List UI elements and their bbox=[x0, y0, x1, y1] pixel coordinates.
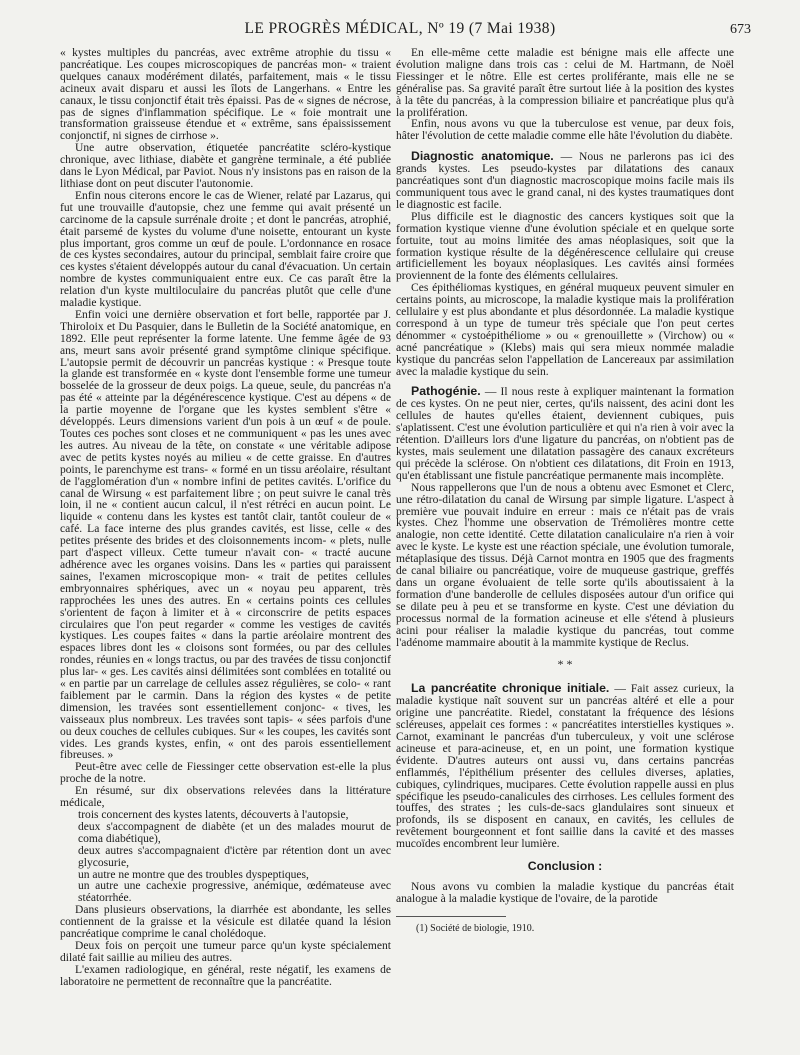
paragraph-paviot: Une autre observation, étiquetée pancréatite scléro-kystique chronique, avec lithiase, diabète et gangrène terminale, a été publiée dans le Lyon Médical, par Paviot. Nous n'y insistons pas en raison de la lithiase dont on peut discuter l'autonomie. bbox=[60, 142, 391, 190]
footnote: (1) Société de biologie, 1910. bbox=[416, 922, 535, 934]
footnote-rule bbox=[396, 916, 506, 917]
paragraph-pathogenie: Pathogénie. — Il nous reste à expliquer maintenant la formation de ces kystes. On ne peut nier, certes, qu'ils naissent, des acini dont les cellules de hautes qu'elles étaient, deviennent cubiques, puis s'aplatissent. C'est une évolution particulière et qui n'a rien à voir avec la rétention. D'ailleurs lors d'une ligature du pancréas, on n'obtient pas de kystes, mais seulement une dilatation passagère des canaux excréteurs qui précède la sclérose. On n'obtient ces dilatations, dit Froin en 1913, qu'en établissant une fistule pancréatique permanente mais incomplète. bbox=[396, 384, 734, 482]
paragraph-epitheliomas: Ces épithéliomas kystiques, en général muqueux peuvent simuler en certains points, au microscope, la maladie kystique mais la prolifération cellulaire y est plus abondante et plus désordonnée. La maladie kystique correspond à un type de tumeur très spéciale que l'on peut certes dénommer « cystoépithéliome » ou « grenouillette » (Virchow) ou « acné pancréatique » (Klebs) mais qui sera mieux nommée maladie kystique du pancréas selon l'appellation de Lancereaux par assimilation avec la maladie kystique du sein. bbox=[396, 282, 734, 378]
paragraph-thiroloix: Enfin voici une dernière observation et fort belle, rapportée par J. Thiroloix et Du Pasquier, dans le Bulletin de la Société anatomique, en 1892. Elle peut représenter la forme latente. Une femme âgée de 93 ans, meurt sans avoir présenté grand symptôme clinique spécifique. L'autopsie permit de découvrir un pancréas kystique : « Presque toute la glande est transformée en « kyste dont l'ensemble forme une tumeur bosselée de la grosseur de deux poigs. La queue, seule, du pancréas n'a pas été « atteinte par la dégénérescence kystique. C'est au dépens « de la partie moyenne de l'organe que les kystes semblent s'être « développés. Leurs dimensions varient d'un pois à un œuf « de poule. Toutes ces poches sont closes et ne communiquent « pas les unes avec les autres. Au niveau de la tête, on constate « une véritable adipose avec de petits kystes noyés au milieu « de cette graisse. En d'autres points, le parenchyme est trans- « formé en un tissu aréolaire, résultant de l'agglomération d'un « nombre infini de petites cavités. L'orifice du canal de Wirsung « est parfaitement libre ; on peut suivre le canal très loin, il ne « contient aucun calcul, il n'est rétréci en aucun point. Le liquide « contenu dans les kystes est tantôt clair, tantôt couleur de « café. La face interne des plus grandes cavités, est lisse, celle « des petites présente des brides et des cloisonnements incom- « plets, nulle part d'aspect villeux. Cette tumeur n'avait con- « tracté aucune adhérence avec les organes voisins. Dans les « parties qui paraissent saines, l'examen microscopique mon- « trait de petites cellules embryonnaires sphériques, avec un « noyau peu apparent, très rapprochées les unes des autres. En « certains points ces cellules s'orientent de façon à limiter et à « circonscrire de petits espaces circulaires que l'on peut regarder « comme les vestiges de cavités kystiques. Les coupes faites « dans la partie aréolaire montrent des espaces libres dont les « cloisons sont formées, ou par des cellules rondes, réunies en « longs tractus, ou par des travées de tissu conjonctif plus lar- « ges. Les cavités ainsi délimitées sont comblées en totalité ou « en partie par un carrelage de cellules assez régulières, se colo- « rant faiblement par le carmin. Dans la région des kystes « de petite dimension, les travées sont essentiellement conjonc- « tives, les vaisseaux plus nombreux. Les travées sont tapis- « sées parfois d'une ou deux couches de cellules cubiques. Sur « les coupes, les cavités sont vides. Les grands kystes, enfin, « ont des parois essentiellement fibreuses. » bbox=[60, 308, 391, 762]
list-item: trois concernent des kystes latents, découverts à l'autopsie, bbox=[78, 809, 349, 821]
page-header bbox=[0, 16, 800, 42]
paragraph-fiessinger: Peut-être avec celle de Fiessinger cette observation est-elle la plus proche de la notre. bbox=[60, 761, 391, 786]
paragraph-cancers: Plus difficile est le diagnostic des cancers kystiques soit que la formation kystique vienne d'une évolution spéciale et en quelque sorte fortuite, tout au moins limitée des amas néoplasiques, soit que la formation kystique résulte de la dégénérescence cellulaire qui creuse artificiellement les boyaux néoplasiques. Les cavités ainsi formées proviennent de la fonte des éléments cellulaires. bbox=[396, 210, 734, 283]
paragraph-wiener: Enfin nous citerons encore le cas de Wiener, relaté par Lazarus, qui fut une trouvaille d'autopsie, chez une femme qui avait présenté un carcinome de la capsule surrénale droite ; et dont le pancréas, atrophié, était parsemé de kystes du volume d'une noisette, entourant un kyste plus important, gros comme un œuf de poule. L'ordonnance en rosace de ces kystes secondaires, autour du principal, semblait faire croire que ces kystes s'étaient développés autour du canal d'évacuation. Un certain nombre de kystes communiquaient entre eux. Ce cas paraît être la relation d'un kyste multiloculaire du pancréas plutôt que celle d'une maladie kystique. bbox=[60, 189, 391, 310]
list-item: un autre une cachexie progressive, anémique, œdémateuse avec stéatorrhée. bbox=[78, 880, 391, 905]
section-heading-pathogenie: Pathogénie. bbox=[411, 384, 481, 399]
paragraph-tumeur: Deux fois on perçoit une tumeur parce qu'un kyste spécialement dilaté fait saillie au milieu des autres. bbox=[60, 939, 391, 964]
section-heading-pancreatite: La pancréatite chronique initiale. bbox=[411, 681, 610, 696]
paragraph-diarrhee: Dans plusieurs observations, la diarrhée est abondante, les selles contiennent de la graisse et la vésicule est dilatée quand la lésion pancréatique comprime le canal cholédoque. bbox=[60, 904, 391, 941]
paragraph-resume: En résumé, sur dix observations relevées dans la littérature médicale, bbox=[60, 785, 391, 810]
list-item: deux s'accompagnent de diabète (et un des malades mourut de coma diabétique), bbox=[78, 820, 391, 845]
section-heading-diagnostic: Diagnostic anatomique. bbox=[411, 149, 554, 164]
paragraph-conclusion: Nous avons vu combien la maladie kystique du pancréas était analogue à la maladie kystique de l'ovaire, de la parotide bbox=[396, 881, 734, 905]
paragraph-esmonet: Nous rappellerons que l'un de nous a obtenu avec Esmonet et Clerc, une rétro-dilatation du canal de Wirsung par simple ligature. L'aspect à première vue pouvait induire en erreur : mais ce n'était pas de vrais kystes. Chez l'homme une observation de Trémolières montre cette analogie, non cette identité. Cette dilatation canaliculaire n'a rien à voir avec le kyste. Le kyste est une réaction spéciale, une évolution tumorale, métaplasique des tissus. Déjà Carnot montra en 1905 que des fragments de canal biliaire ou pancréatique, voire de muqueuse gastrique, greffés dans un organe évoluaient de telle sorte qu'ils aboutissaient à la formation d'une banderolle de cellules disposées autour d'un orifice qui se dilate peu à peu et se transforme en kyste. C'est une déviation du processus normal de la formation acineuse et elle s'étend à plusieurs acini pour réaliser la maladie kystique du pancréas, tout comme l'adénome mammaire aboutit à la mammite kystique de Reclus. bbox=[396, 481, 734, 649]
paragraph-radiologie: L'examen radiologique, en général, reste négatif, les examens de laboratoire ne permettent de reconnaître que la pancréatite. bbox=[60, 963, 391, 988]
paragraph-diagnostic: Diagnostic anatomique. — Nous ne parlerons pas ici des grands kystes. Les pseudo-kystes par dilatations des canaux pancréatiques sont d'un diagnostic macroscopique moins facile mais ils communiquent tous avec le grand canal, ni des kystes traumatiques dont le diagnostic est facile. bbox=[396, 149, 734, 211]
list-item: un autre ne montre que des troubles dyspeptiques, bbox=[78, 868, 309, 881]
list-item: deux autres s'accompagnaient d'ictère par rétention dont un avec glycosurie, bbox=[78, 844, 391, 869]
section-separator-stars: * * bbox=[557, 657, 573, 672]
paragraph-tuberculose: Enfin, nous avons vu que la tuberculose est venue, par deux fois, hâter l'évolution de cette maladie comme elle hâte l'évolution du diabète. bbox=[396, 118, 734, 143]
left-column bbox=[60, 48, 391, 989]
page-number: 673 bbox=[730, 22, 751, 37]
section-heading-conclusion: Conclusion : bbox=[527, 859, 603, 874]
quoted-paragraph: « kystes multiples du pancréas, avec extrême atrophie du tissu « pancréatique. Les coupes microscopiques de pancréas mon- « traient quelques canaux modérément dilatés, parfaitement, mais « le tissu acineux avait disparu et aussi les îlots de Langerhans. « Entre les canaux, le tissu conjonctif était très épaissi. Pas de « signes de nécrose, pas de signes d'inflammation spécifique. Le « foie montrait une transformation graisseuse étendue et « extrême, sans épaississement conjonctif, ni signes de cirrhose ». bbox=[60, 47, 391, 143]
paragraph-pancreatite: La pancréatite chronique initiale. — Fait assez curieux, la maladie kystique naît souvent sur un pancréas altéré et elle a pour origine une pancréatite. Riedel, constatant la fréquence des lésions scléreuses, appelait ces formes : « pancréatites interstielles kystiques ». Carnot, examinant le pancréas d'un tuberculeux, y voit une sclérose acineuse et para-acineuse, et, en un point, une formation kystique évidente. D'autres auteurs ont aussi vu, dans certains pancréas enflammés, l'épithélium présenter des cellules diverses, aplaties, cubiques, cylindriques, mucipares. Cette évolution rappelle aussi en plus spécifique les pseudo-canalicules des cirrhoses. Les cellules forment des touffes, des strates ; les culs-de-sacs glandulaires sont sinueux et profonds, ils se disposent en canaux, en cavités, les cellules de revêtement bourgeonnent et font saillie dans la cavité et des masses mucoïdes encombrent leur lumière. bbox=[396, 681, 734, 851]
running-title: LE PROGRÈS MÉDICAL, Nº 19 (7 Mai 1938) bbox=[244, 20, 556, 37]
paragraph-evolution: En elle-même cette maladie est bénigne mais elle affecte une évolution maligne dans trois cas : celui de M. Hartmann, de Noël Fiessinger et le nôtre. Elle est certes proliférante, mais elle ne se généralise pas. Sa gravité paraît être surtout liée à la position des kystes à la tête du pancréas, à la compression biliaire et pancréatique plus qu'à la prolifération. bbox=[396, 47, 734, 119]
right-column bbox=[396, 48, 734, 934]
